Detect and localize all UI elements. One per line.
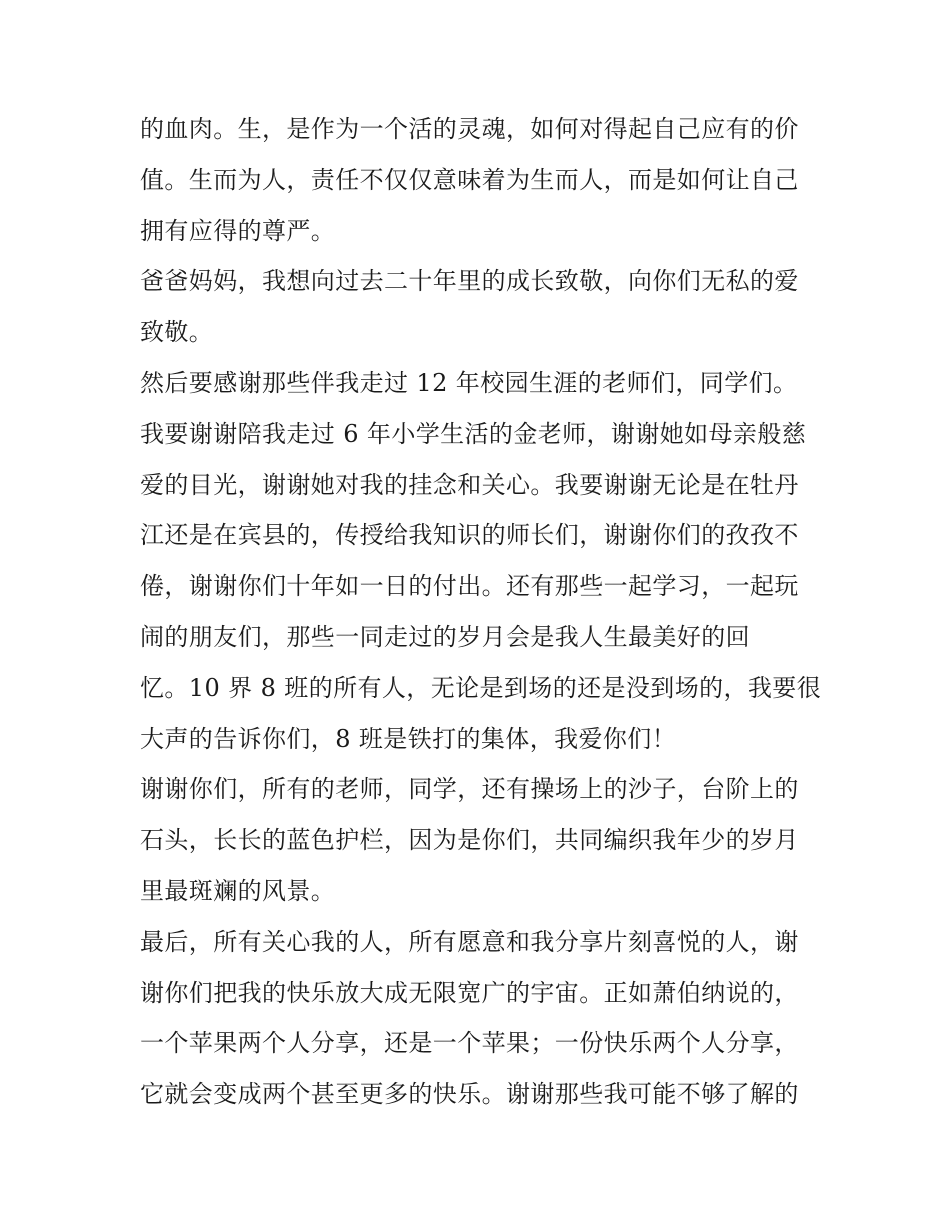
text-line: 倦，谢谢你们十年如一日的付出。还有那些一起学习，一起玩 bbox=[140, 572, 799, 601]
text-line: 里最斑斓的风景。 bbox=[140, 876, 336, 905]
text-line: 我要谢谢陪我走过 6 年小学生活的金老师，谢谢她如母亲般慈 bbox=[140, 419, 807, 448]
text-line: 爱的目光，谢谢她对我的挂念和关心。我要谢谢无论是在牡丹 bbox=[140, 470, 799, 499]
text-line: 大声的告诉你们，8 班是铁打的集体，我爱你们！ bbox=[140, 724, 677, 753]
text-line: 谢你们把我的快乐放大成无限宽广的宇宙。正如萧伯纳说的， bbox=[140, 978, 799, 1007]
text-line: 闹的朋友们，那些一同走过的岁月会是我人生最美好的回 bbox=[140, 622, 750, 651]
text-line: 谢谢你们，所有的老师，同学，还有操场上的沙子，台阶上的 bbox=[140, 775, 799, 804]
document-body bbox=[140, 104, 820, 1120]
text-line: 最后，所有关心我的人，所有愿意和我分享片刻喜悦的人，谢 bbox=[140, 927, 799, 956]
text-line: 拥有应得的尊严。 bbox=[140, 216, 336, 245]
text-line: 它就会变成两个甚至更多的快乐。谢谢那些我可能不够了解的 bbox=[140, 1080, 799, 1109]
text-line: 爸爸妈妈，我想向过去二十年里的成长致敬，向你们无私的爱 bbox=[140, 267, 799, 296]
text-line: 致敬。 bbox=[140, 318, 214, 347]
text-line: 的血肉。生，是作为一个活的灵魂，如何对得起自己应有的价 bbox=[140, 115, 799, 143]
text-line: 石头，长长的蓝色护栏，因为是你们，共同编织我年少的岁月 bbox=[140, 826, 799, 855]
text-line: 江还是在宾县的，传授给我知识的师长们，谢谢你们的孜孜不 bbox=[140, 521, 799, 550]
text-line: 一个苹果两个人分享，还是一个苹果；一份快乐两个人分享， bbox=[140, 1029, 799, 1058]
text-line: 忆。10 界 8 班的所有人，无论是到场的还是没到场的，我要很 bbox=[140, 673, 822, 702]
text-line: 值。生而为人，责任不仅仅意味着为生而人，而是如何让自己 bbox=[140, 165, 799, 194]
text-line: 然后要感谢那些伴我走过 12 年校园生涯的老师们，同学们。 bbox=[140, 368, 798, 397]
